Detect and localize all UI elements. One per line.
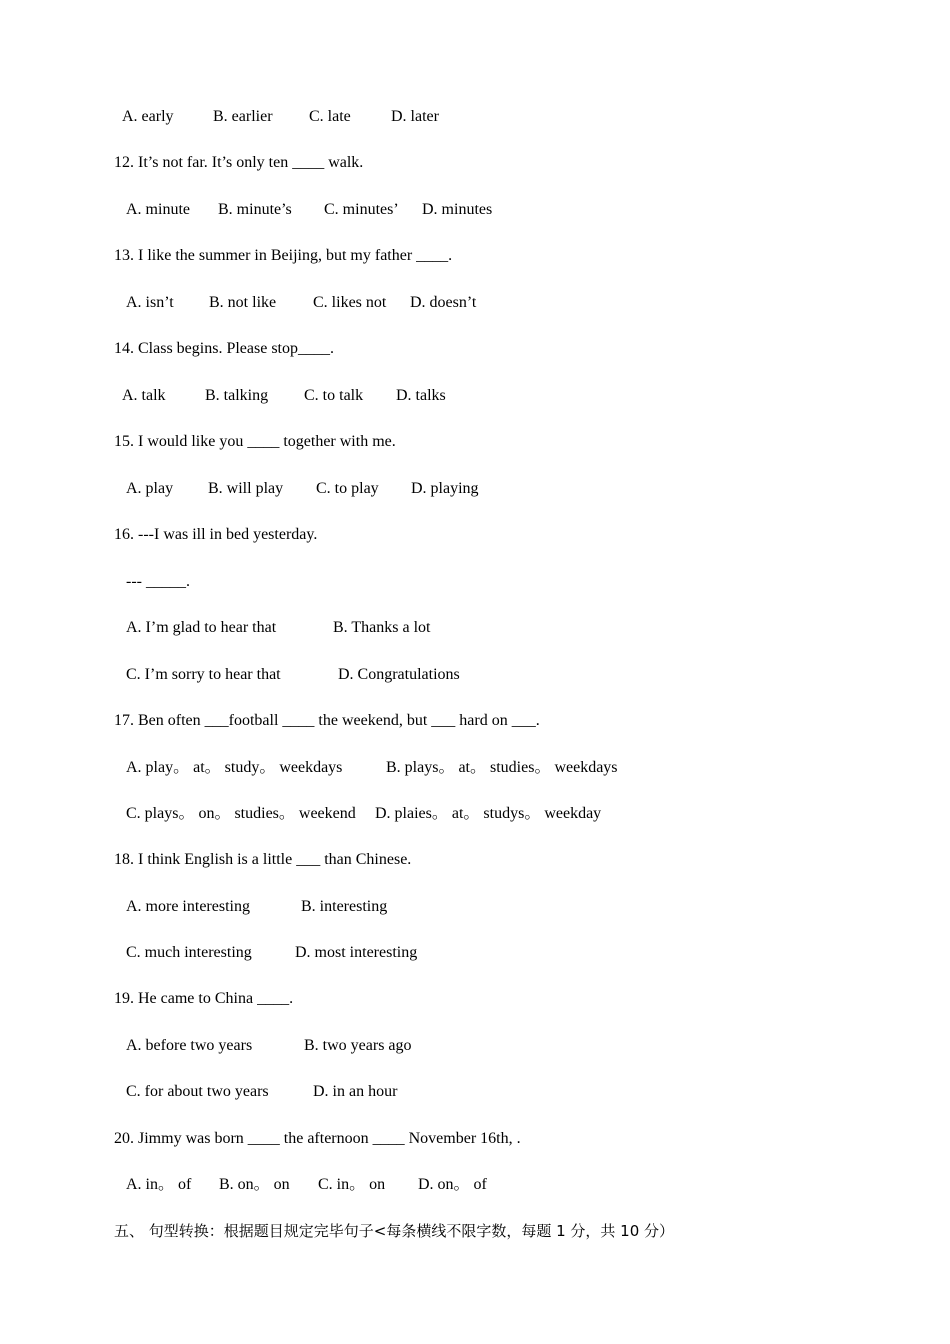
q18-option-a: A. more interesting xyxy=(126,898,250,915)
q17-option-c: C. plays。 on。 studies。 weekend xyxy=(126,805,356,822)
section-5-title: 五、 句型转换：根据题目规定完毕句子<每条横线不限字数，每题 1 分，共 10 分） xyxy=(114,1222,675,1240)
q11-option-b: B. earlier xyxy=(213,108,273,125)
q16-reply: --- _____. xyxy=(126,573,190,590)
q16-option-b: B. Thanks a lot xyxy=(333,619,431,636)
q18-option-b: B. interesting xyxy=(301,898,388,915)
q13-option-b: B. not like xyxy=(209,294,277,311)
q15-option-d: D. playing xyxy=(411,480,479,497)
q14-option-a: A. talk xyxy=(122,387,166,404)
q14-option-b: B. talking xyxy=(205,387,269,404)
q17-option-b: B. plays。 at。 studies。 weekdays xyxy=(386,759,618,776)
q13-option-d: D. doesn’t xyxy=(410,294,477,311)
q12-option-c: C. minutes’ xyxy=(324,201,399,218)
q20-option-c: C. in。 on xyxy=(318,1176,386,1193)
q11-option-c: C. late xyxy=(309,108,351,125)
q16-stem: 16. ---I was ill in bed yesterday. xyxy=(114,526,318,543)
q20-stem: 20. Jimmy was born ____ the afternoon ____ November 16th, . xyxy=(114,1130,521,1147)
q19-option-c: C. for about two years xyxy=(126,1083,269,1100)
q14-stem: 14. Class begins. Please stop____. xyxy=(114,340,334,357)
q15-option-c: C. to play xyxy=(316,480,379,497)
q12-stem: 12. It’s not far. It’s only ten ____ walk. xyxy=(114,154,364,171)
q20-option-b: B. on。 on xyxy=(219,1176,290,1193)
q12-option-d: D. minutes xyxy=(422,201,493,218)
q18-stem: 18. I think English is a little ___ than Chinese. xyxy=(114,851,412,868)
q20-option-d: D. on。 of xyxy=(418,1176,487,1193)
q20-option-a: A. in。 of xyxy=(126,1176,192,1193)
q11-option-a: A. early xyxy=(122,108,174,125)
q14-option-c: C. to talk xyxy=(304,387,364,404)
q13-option-c: C. likes not xyxy=(313,294,387,311)
q16-option-c: C. I’m sorry to hear that xyxy=(126,666,281,683)
q13-stem: 13. I like the summer in Beijing, but my father ____. xyxy=(114,247,453,264)
q19-option-b: B. two years ago xyxy=(304,1037,412,1054)
q17-option-d: D. plaies。 at。 studys。 weekday xyxy=(375,805,602,822)
q11-option-d: D. later xyxy=(391,108,439,125)
q14-option-d: D. talks xyxy=(396,387,446,404)
q18-option-d: D. most interesting xyxy=(295,944,418,961)
q19-option-d: D. in an hour xyxy=(313,1083,398,1100)
q19-option-a: A. before two years xyxy=(126,1037,253,1054)
q15-option-b: B. will play xyxy=(208,480,284,497)
q16-option-a: A. I’m glad to hear that xyxy=(126,619,277,636)
q19-stem: 19. He came to China ____. xyxy=(114,990,294,1007)
q17-option-a: A. play。 at。 study。 weekdays xyxy=(126,759,343,776)
q15-stem: 15. I would like you ____ together with me. xyxy=(114,433,396,450)
q16-option-d: D. Congratulations xyxy=(338,666,460,683)
q12-option-a: A. minute xyxy=(126,201,190,218)
q18-option-c: C. much interesting xyxy=(126,944,252,961)
q13-option-a: A. isn’t xyxy=(126,294,174,311)
q17-stem: 17. Ben often ___football ____ the weekend, but ___ hard on ___. xyxy=(114,712,540,729)
q15-option-a: A. play xyxy=(126,480,174,497)
q12-option-b: B. minute’s xyxy=(218,201,292,218)
